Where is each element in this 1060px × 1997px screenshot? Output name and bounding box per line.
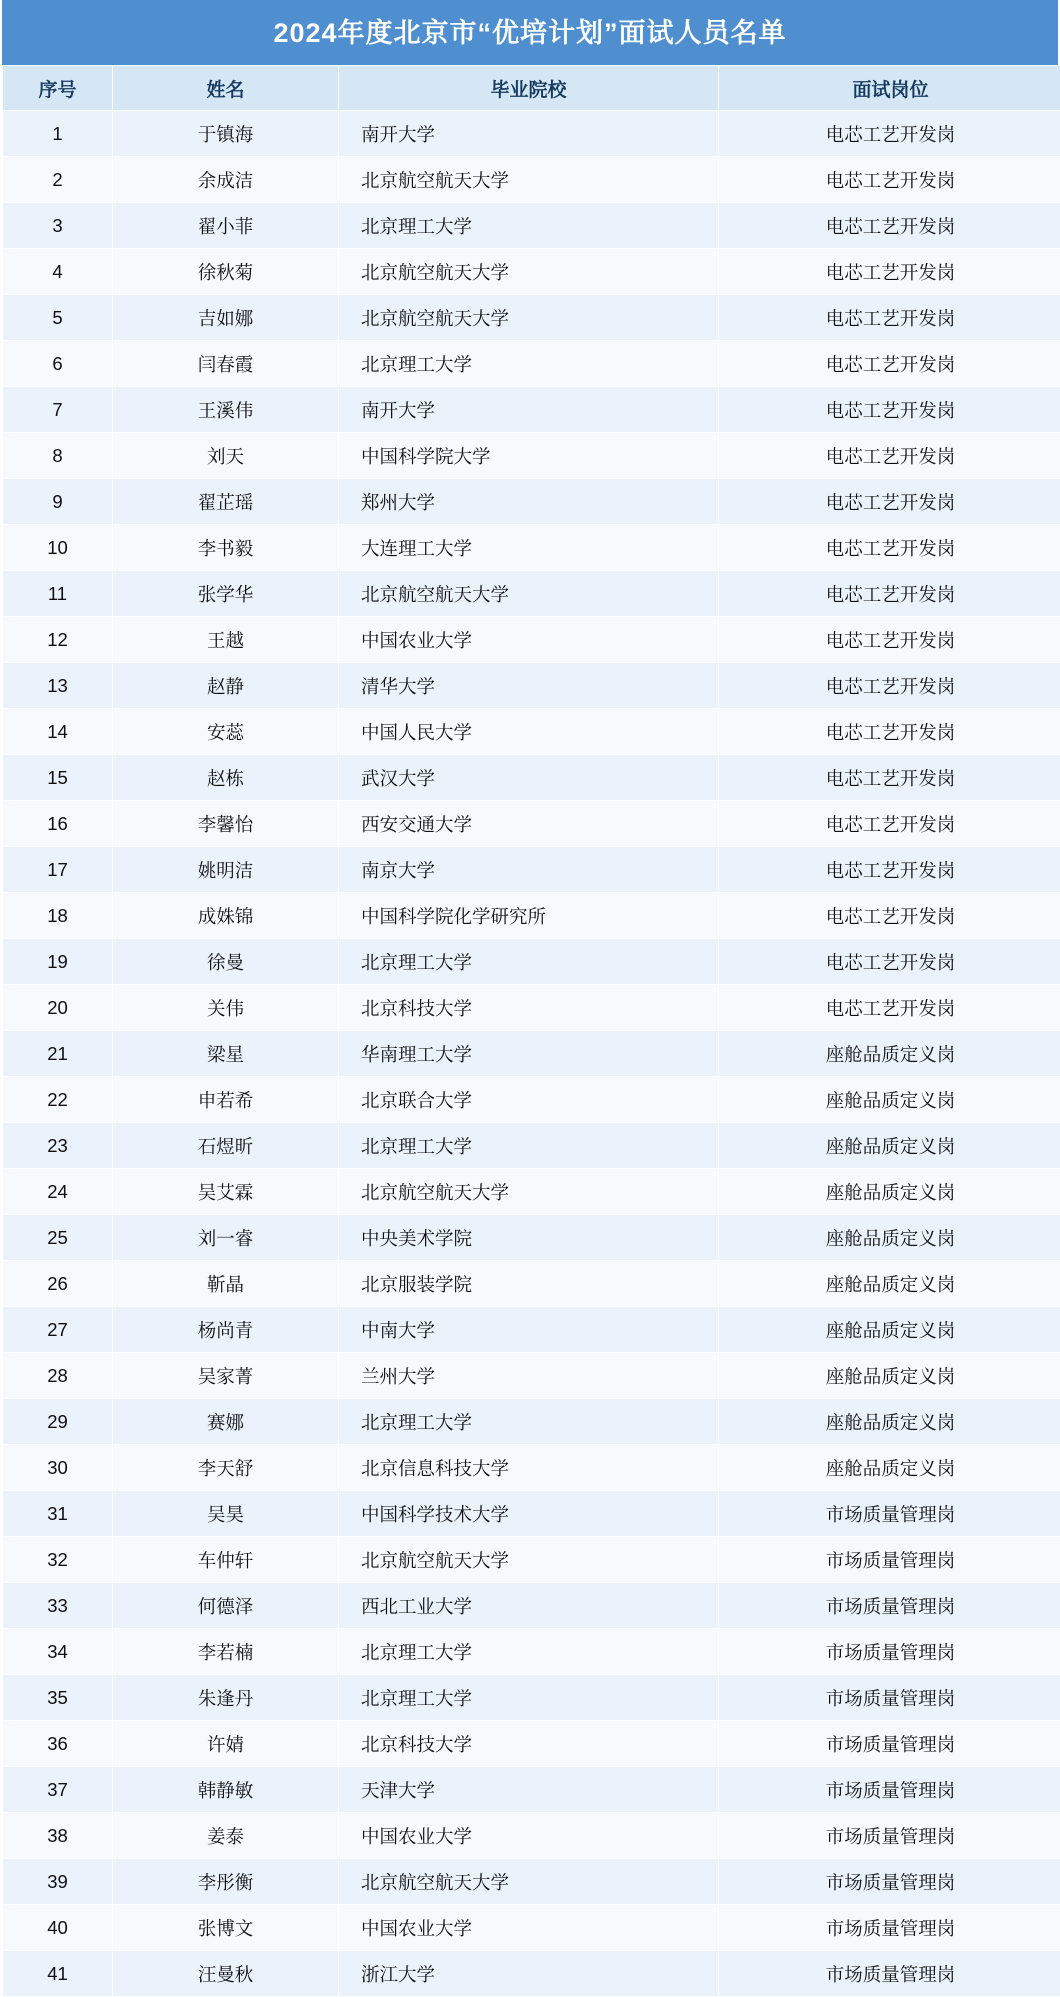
cell-name: 靳晶 bbox=[113, 1261, 339, 1307]
cell-school: 北京科技大学 bbox=[339, 985, 719, 1031]
cell-post: 市场质量管理岗 bbox=[719, 1767, 1060, 1813]
cell-index: 41 bbox=[3, 1951, 113, 1997]
cell-name: 王越 bbox=[113, 617, 339, 663]
cell-post: 座舱品质定义岗 bbox=[719, 1445, 1060, 1491]
cell-post: 电芯工艺开发岗 bbox=[719, 249, 1060, 295]
cell-name: 赛娜 bbox=[113, 1399, 339, 1445]
table-row bbox=[3, 1537, 1060, 1583]
table-row bbox=[3, 893, 1060, 939]
table-header bbox=[3, 66, 1060, 111]
table-row bbox=[3, 571, 1060, 617]
cell-name: 成姝锦 bbox=[113, 893, 339, 939]
cell-name: 韩静敏 bbox=[113, 1767, 339, 1813]
cell-index: 16 bbox=[3, 801, 113, 847]
cell-index: 17 bbox=[3, 847, 113, 893]
cell-name: 于镇海 bbox=[113, 111, 339, 157]
cell-index: 27 bbox=[3, 1307, 113, 1353]
cell-post: 电芯工艺开发岗 bbox=[719, 203, 1060, 249]
table-row bbox=[3, 1583, 1060, 1629]
cell-post: 电芯工艺开发岗 bbox=[719, 617, 1060, 663]
table-row bbox=[3, 801, 1060, 847]
cell-index: 32 bbox=[3, 1537, 113, 1583]
cell-index: 26 bbox=[3, 1261, 113, 1307]
cell-index: 1 bbox=[3, 111, 113, 157]
table-row bbox=[3, 847, 1060, 893]
cell-name: 申若希 bbox=[113, 1077, 339, 1123]
table-row bbox=[3, 1307, 1060, 1353]
cell-school: 西北工业大学 bbox=[339, 1583, 719, 1629]
cell-post: 电芯工艺开发岗 bbox=[719, 755, 1060, 801]
table-row bbox=[3, 1491, 1060, 1537]
table-row bbox=[3, 479, 1060, 525]
cell-name: 梁星 bbox=[113, 1031, 339, 1077]
table-row bbox=[3, 1767, 1060, 1813]
cell-index: 12 bbox=[3, 617, 113, 663]
cell-name: 徐曼 bbox=[113, 939, 339, 985]
table-row bbox=[3, 1123, 1060, 1169]
cell-post: 电芯工艺开发岗 bbox=[719, 571, 1060, 617]
cell-school: 华南理工大学 bbox=[339, 1031, 719, 1077]
cell-post: 座舱品质定义岗 bbox=[719, 1399, 1060, 1445]
cell-school: 北京服装学院 bbox=[339, 1261, 719, 1307]
cell-index: 31 bbox=[3, 1491, 113, 1537]
cell-name: 姚明洁 bbox=[113, 847, 339, 893]
cell-post: 电芯工艺开发岗 bbox=[719, 525, 1060, 571]
cell-index: 33 bbox=[3, 1583, 113, 1629]
cell-name: 吉如娜 bbox=[113, 295, 339, 341]
table-row bbox=[3, 341, 1060, 387]
cell-school: 中国科学院大学 bbox=[339, 433, 719, 479]
cell-index: 25 bbox=[3, 1215, 113, 1261]
table-row bbox=[3, 663, 1060, 709]
table-row bbox=[3, 617, 1060, 663]
cell-index: 7 bbox=[3, 387, 113, 433]
column-header-school: 毕业院校 bbox=[339, 66, 719, 111]
cell-school: 武汉大学 bbox=[339, 755, 719, 801]
cell-school: 郑州大学 bbox=[339, 479, 719, 525]
cell-post: 电芯工艺开发岗 bbox=[719, 801, 1060, 847]
cell-index: 6 bbox=[3, 341, 113, 387]
cell-name: 李馨怡 bbox=[113, 801, 339, 847]
cell-school: 南京大学 bbox=[339, 847, 719, 893]
cell-post: 市场质量管理岗 bbox=[719, 1491, 1060, 1537]
cell-school: 北京联合大学 bbox=[339, 1077, 719, 1123]
table-row bbox=[3, 1353, 1060, 1399]
cell-name: 李书毅 bbox=[113, 525, 339, 571]
cell-post: 市场质量管理岗 bbox=[719, 1813, 1060, 1859]
column-header-name: 姓名 bbox=[113, 66, 339, 111]
cell-school: 中国人民大学 bbox=[339, 709, 719, 755]
cell-school: 浙江大学 bbox=[339, 1951, 719, 1997]
column-header-post: 面试岗位 bbox=[719, 66, 1060, 111]
cell-post: 座舱品质定义岗 bbox=[719, 1123, 1060, 1169]
cell-index: 3 bbox=[3, 203, 113, 249]
cell-index: 29 bbox=[3, 1399, 113, 1445]
cell-post: 座舱品质定义岗 bbox=[719, 1261, 1060, 1307]
cell-post: 电芯工艺开发岗 bbox=[719, 985, 1060, 1031]
cell-index: 11 bbox=[3, 571, 113, 617]
table-row bbox=[3, 1629, 1060, 1675]
cell-school: 北京理工大学 bbox=[339, 1675, 719, 1721]
cell-name: 安蕊 bbox=[113, 709, 339, 755]
cell-school: 北京航空航天大学 bbox=[339, 1169, 719, 1215]
cell-index: 5 bbox=[3, 295, 113, 341]
cell-post: 电芯工艺开发岗 bbox=[719, 479, 1060, 525]
cell-name: 刘一睿 bbox=[113, 1215, 339, 1261]
table-row bbox=[3, 1077, 1060, 1123]
cell-school: 北京航空航天大学 bbox=[339, 157, 719, 203]
cell-index: 24 bbox=[3, 1169, 113, 1215]
cell-index: 22 bbox=[3, 1077, 113, 1123]
cell-index: 34 bbox=[3, 1629, 113, 1675]
cell-name: 李彤衡 bbox=[113, 1859, 339, 1905]
cell-post: 市场质量管理岗 bbox=[719, 1721, 1060, 1767]
cell-index: 14 bbox=[3, 709, 113, 755]
table-row bbox=[3, 985, 1060, 1031]
cell-post: 座舱品质定义岗 bbox=[719, 1215, 1060, 1261]
table-body bbox=[3, 111, 1060, 1997]
cell-post: 电芯工艺开发岗 bbox=[719, 111, 1060, 157]
cell-school: 西安交通大学 bbox=[339, 801, 719, 847]
cell-index: 21 bbox=[3, 1031, 113, 1077]
cell-post: 电芯工艺开发岗 bbox=[719, 709, 1060, 755]
cell-index: 37 bbox=[3, 1767, 113, 1813]
cell-index: 40 bbox=[3, 1905, 113, 1951]
table-row bbox=[3, 433, 1060, 479]
cell-school: 中国科学技术大学 bbox=[339, 1491, 719, 1537]
table-row bbox=[3, 1813, 1060, 1859]
cell-name: 闫春霞 bbox=[113, 341, 339, 387]
cell-school: 北京理工大学 bbox=[339, 939, 719, 985]
table-row bbox=[3, 111, 1060, 157]
table-row bbox=[3, 1031, 1060, 1077]
cell-index: 23 bbox=[3, 1123, 113, 1169]
cell-school: 北京航空航天大学 bbox=[339, 1537, 719, 1583]
table-row bbox=[3, 1215, 1060, 1261]
cell-index: 35 bbox=[3, 1675, 113, 1721]
cell-post: 市场质量管理岗 bbox=[719, 1951, 1060, 1997]
cell-school: 大连理工大学 bbox=[339, 525, 719, 571]
cell-name: 翟小菲 bbox=[113, 203, 339, 249]
cell-post: 市场质量管理岗 bbox=[719, 1859, 1060, 1905]
cell-name: 徐秋菊 bbox=[113, 249, 339, 295]
cell-index: 20 bbox=[3, 985, 113, 1031]
cell-name: 张博文 bbox=[113, 1905, 339, 1951]
table-row bbox=[3, 1169, 1060, 1215]
cell-name: 何德泽 bbox=[113, 1583, 339, 1629]
cell-index: 10 bbox=[3, 525, 113, 571]
cell-school: 天津大学 bbox=[339, 1767, 719, 1813]
cell-index: 28 bbox=[3, 1353, 113, 1399]
table-row bbox=[3, 1675, 1060, 1721]
table-row bbox=[3, 709, 1060, 755]
interview-candidates-table bbox=[2, 65, 1060, 1997]
cell-name: 李天舒 bbox=[113, 1445, 339, 1491]
cell-name: 吴昊 bbox=[113, 1491, 339, 1537]
cell-name: 汪曼秋 bbox=[113, 1951, 339, 1997]
cell-school: 北京理工大学 bbox=[339, 1123, 719, 1169]
cell-post: 电芯工艺开发岗 bbox=[719, 295, 1060, 341]
table-row bbox=[3, 387, 1060, 433]
table-row bbox=[3, 295, 1060, 341]
table-row bbox=[3, 203, 1060, 249]
table-row bbox=[3, 1721, 1060, 1767]
page-title: 2024年度北京市“优培计划”面试人员名单 bbox=[2, 0, 1058, 65]
cell-index: 8 bbox=[3, 433, 113, 479]
cell-post: 电芯工艺开发岗 bbox=[719, 847, 1060, 893]
table-row bbox=[3, 1445, 1060, 1491]
cell-post: 电芯工艺开发岗 bbox=[719, 157, 1060, 203]
table-row bbox=[3, 525, 1060, 571]
column-header-index: 序号 bbox=[3, 66, 113, 111]
cell-index: 30 bbox=[3, 1445, 113, 1491]
table-row bbox=[3, 755, 1060, 801]
cell-school: 北京航空航天大学 bbox=[339, 571, 719, 617]
cell-name: 关伟 bbox=[113, 985, 339, 1031]
cell-post: 电芯工艺开发岗 bbox=[719, 939, 1060, 985]
cell-school: 北京理工大学 bbox=[339, 203, 719, 249]
cell-post: 电芯工艺开发岗 bbox=[719, 893, 1060, 939]
cell-name: 王溪伟 bbox=[113, 387, 339, 433]
cell-index: 39 bbox=[3, 1859, 113, 1905]
cell-post: 电芯工艺开发岗 bbox=[719, 341, 1060, 387]
cell-post: 电芯工艺开发岗 bbox=[719, 663, 1060, 709]
cell-post: 座舱品质定义岗 bbox=[719, 1353, 1060, 1399]
cell-school: 清华大学 bbox=[339, 663, 719, 709]
cell-post: 电芯工艺开发岗 bbox=[719, 433, 1060, 479]
cell-post: 市场质量管理岗 bbox=[719, 1537, 1060, 1583]
table-row bbox=[3, 1399, 1060, 1445]
cell-post: 市场质量管理岗 bbox=[719, 1675, 1060, 1721]
cell-name: 刘天 bbox=[113, 433, 339, 479]
table-row bbox=[3, 157, 1060, 203]
cell-school: 中国科学院化学研究所 bbox=[339, 893, 719, 939]
cell-post: 市场质量管理岗 bbox=[719, 1905, 1060, 1951]
cell-index: 9 bbox=[3, 479, 113, 525]
cell-name: 姜泰 bbox=[113, 1813, 339, 1859]
cell-school: 北京理工大学 bbox=[339, 341, 719, 387]
table-row bbox=[3, 1905, 1060, 1951]
cell-name: 朱逢丹 bbox=[113, 1675, 339, 1721]
cell-school: 中央美术学院 bbox=[339, 1215, 719, 1261]
cell-index: 13 bbox=[3, 663, 113, 709]
cell-index: 38 bbox=[3, 1813, 113, 1859]
cell-name: 李若楠 bbox=[113, 1629, 339, 1675]
cell-school: 中南大学 bbox=[339, 1307, 719, 1353]
table-row bbox=[3, 1951, 1060, 1997]
cell-school: 北京航空航天大学 bbox=[339, 249, 719, 295]
cell-name: 许婧 bbox=[113, 1721, 339, 1767]
cell-school: 南开大学 bbox=[339, 387, 719, 433]
cell-index: 36 bbox=[3, 1721, 113, 1767]
table-row bbox=[3, 249, 1060, 295]
cell-school: 北京理工大学 bbox=[339, 1399, 719, 1445]
cell-index: 19 bbox=[3, 939, 113, 985]
cell-school: 北京航空航天大学 bbox=[339, 295, 719, 341]
cell-post: 座舱品质定义岗 bbox=[719, 1077, 1060, 1123]
cell-name: 赵静 bbox=[113, 663, 339, 709]
table-row bbox=[3, 1261, 1060, 1307]
table-row bbox=[3, 939, 1060, 985]
cell-index: 18 bbox=[3, 893, 113, 939]
cell-name: 张学华 bbox=[113, 571, 339, 617]
cell-school: 北京航空航天大学 bbox=[339, 1859, 719, 1905]
cell-name: 石煜昕 bbox=[113, 1123, 339, 1169]
cell-name: 翟芷瑶 bbox=[113, 479, 339, 525]
cell-post: 座舱品质定义岗 bbox=[719, 1307, 1060, 1353]
cell-post: 电芯工艺开发岗 bbox=[719, 387, 1060, 433]
cell-name: 吴家菁 bbox=[113, 1353, 339, 1399]
cell-index: 4 bbox=[3, 249, 113, 295]
cell-post: 座舱品质定义岗 bbox=[719, 1169, 1060, 1215]
cell-school: 中国农业大学 bbox=[339, 617, 719, 663]
cell-post: 座舱品质定义岗 bbox=[719, 1031, 1060, 1077]
cell-post: 市场质量管理岗 bbox=[719, 1583, 1060, 1629]
cell-name: 赵栋 bbox=[113, 755, 339, 801]
cell-school: 兰州大学 bbox=[339, 1353, 719, 1399]
cell-name: 杨尚青 bbox=[113, 1307, 339, 1353]
cell-school: 北京理工大学 bbox=[339, 1629, 719, 1675]
cell-school: 北京科技大学 bbox=[339, 1721, 719, 1767]
cell-post: 市场质量管理岗 bbox=[719, 1629, 1060, 1675]
cell-school: 南开大学 bbox=[339, 111, 719, 157]
cell-school: 北京信息科技大学 bbox=[339, 1445, 719, 1491]
cell-name: 车仲轩 bbox=[113, 1537, 339, 1583]
cell-name: 吴艾霖 bbox=[113, 1169, 339, 1215]
cell-school: 中国农业大学 bbox=[339, 1813, 719, 1859]
cell-index: 2 bbox=[3, 157, 113, 203]
cell-index: 15 bbox=[3, 755, 113, 801]
table-header-row bbox=[3, 66, 1060, 111]
cell-name: 余成洁 bbox=[113, 157, 339, 203]
cell-school: 中国农业大学 bbox=[339, 1905, 719, 1951]
